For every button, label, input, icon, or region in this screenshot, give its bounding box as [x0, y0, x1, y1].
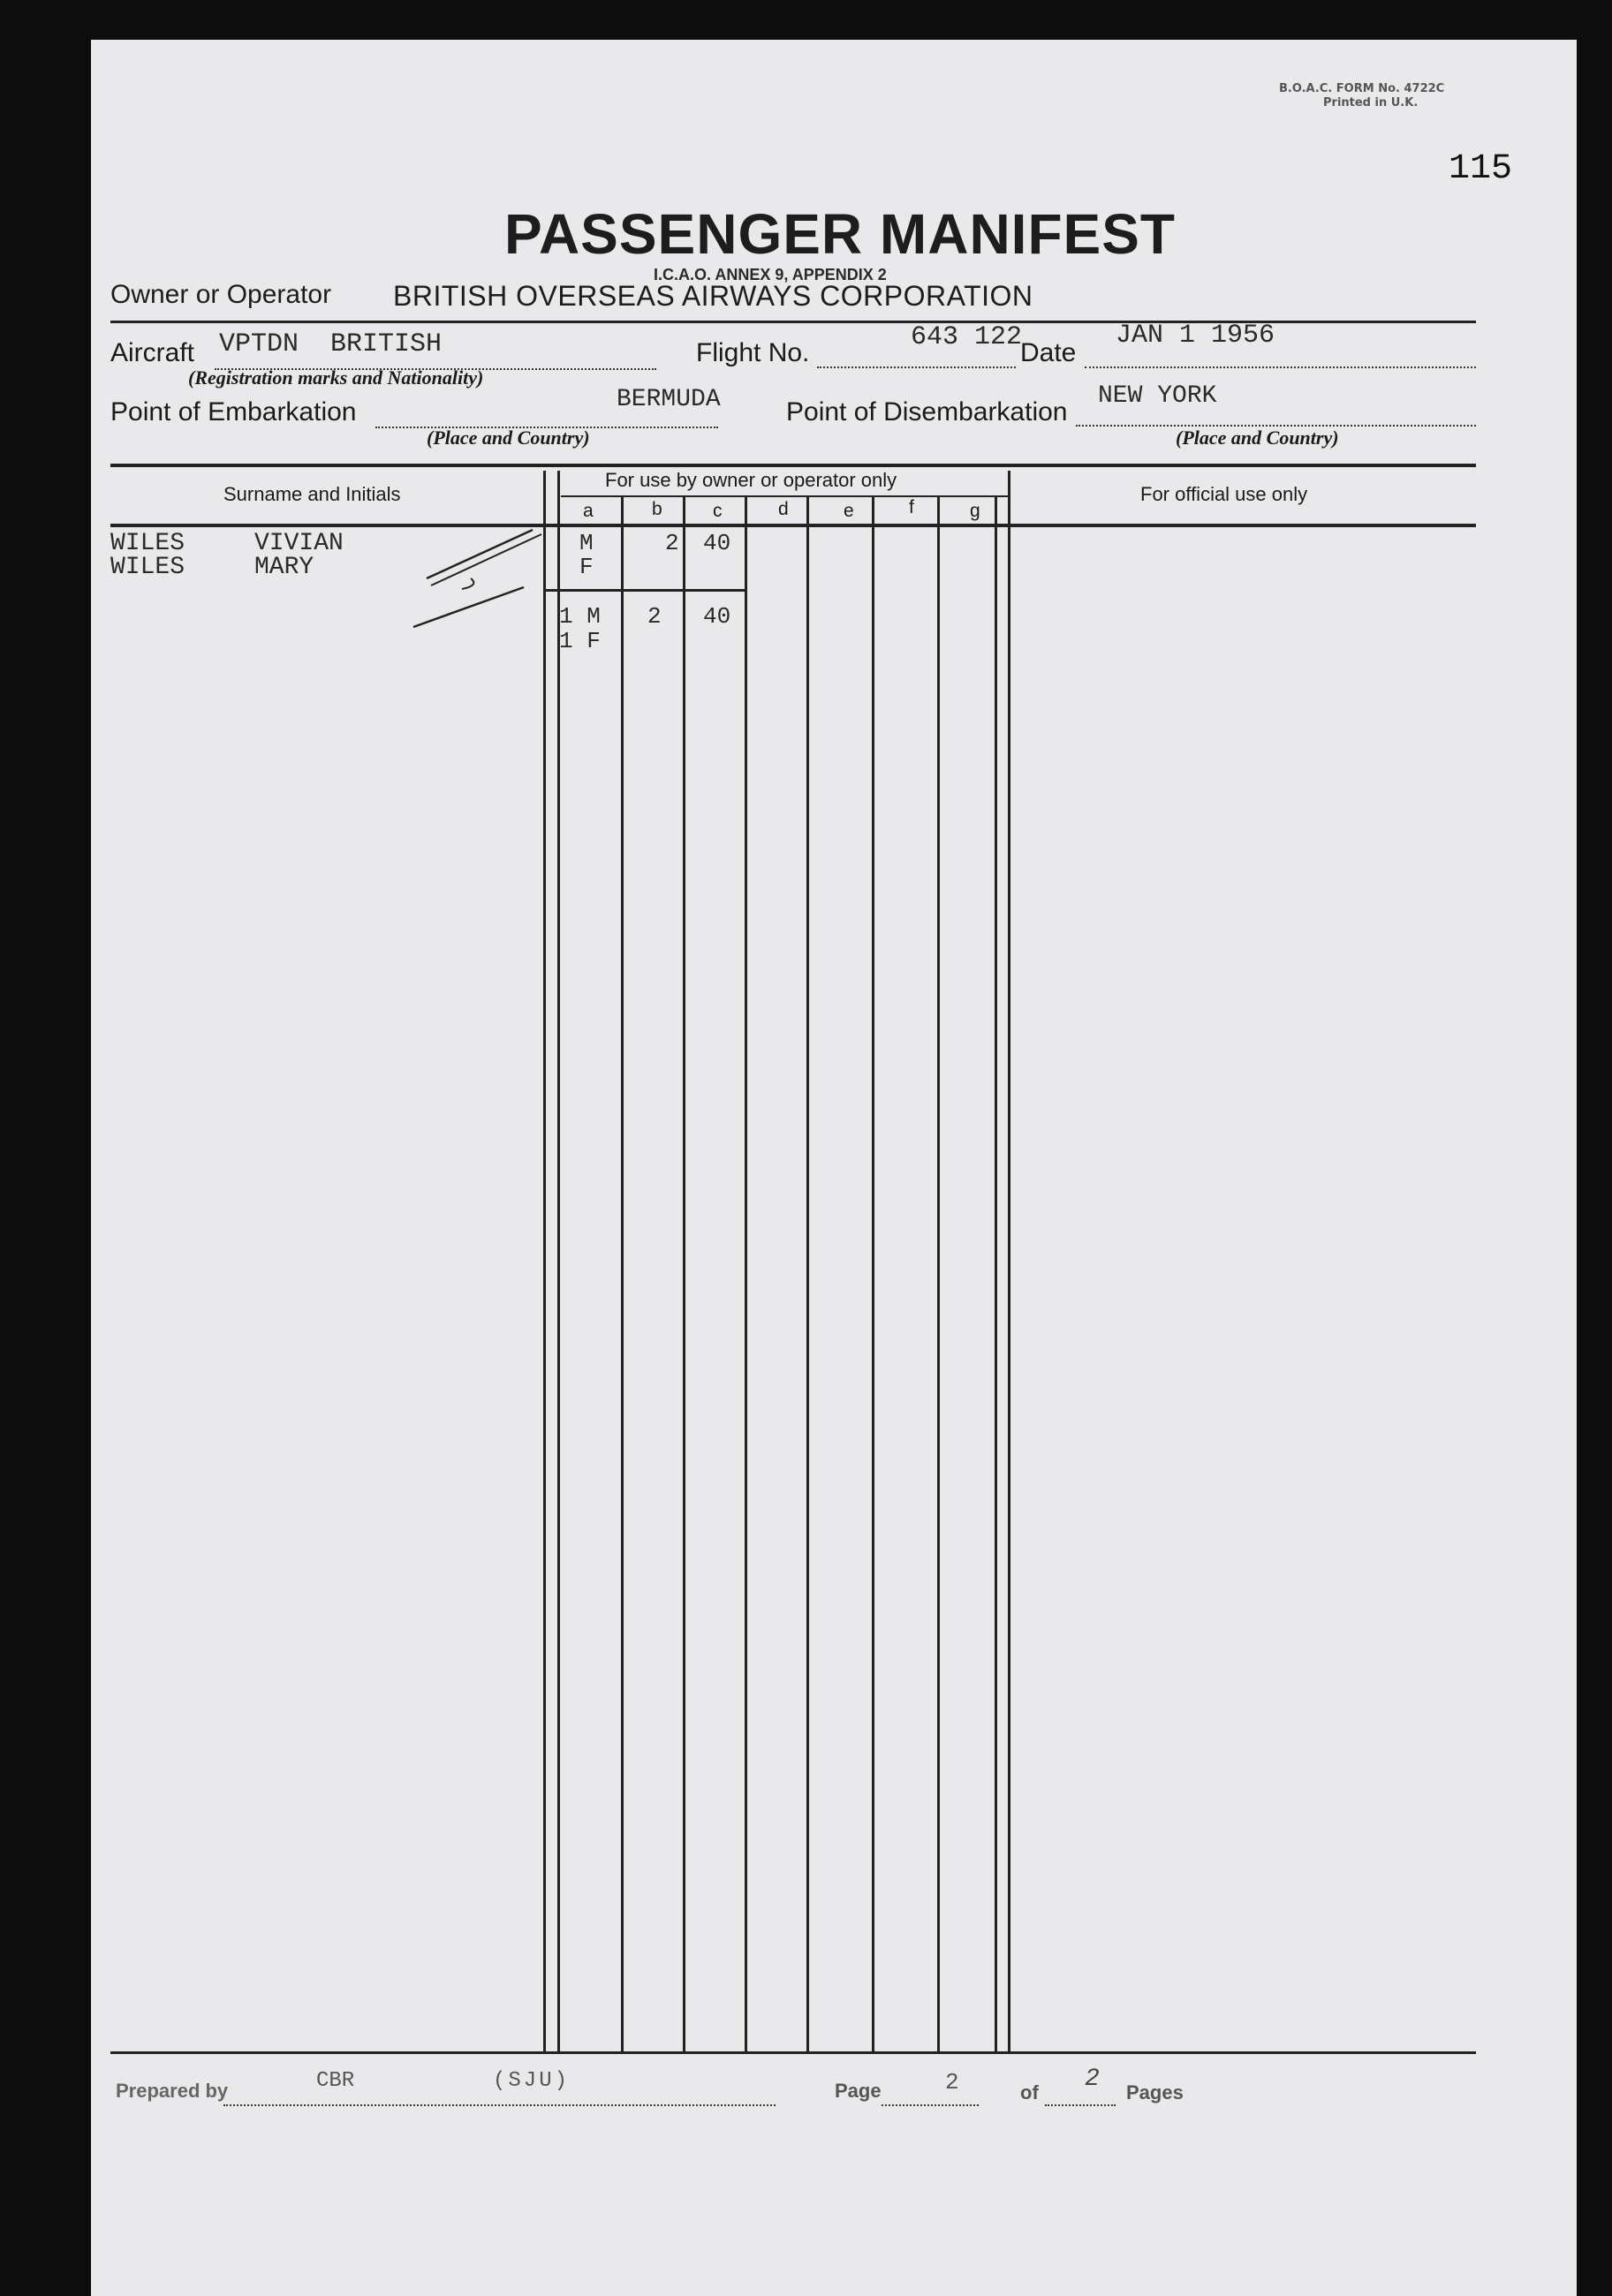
- col-header-c: c: [713, 501, 723, 521]
- aircraft-label: Aircraft: [110, 338, 195, 367]
- total-col-a: 1 M: [559, 603, 601, 630]
- official-header: For official use only: [1140, 483, 1308, 505]
- col-header-f: f: [909, 497, 914, 517]
- page-title: PASSENGER MANIFEST: [504, 202, 1176, 266]
- page-stamp-number: 115: [1449, 149, 1513, 189]
- passenger-surname: WILES: [110, 530, 185, 557]
- aircraft-value: VPTDN BRITISH: [219, 329, 443, 359]
- flight-label: Flight No.: [696, 338, 810, 367]
- flight-value: 643 122: [911, 322, 1023, 352]
- prepared-label: Prepared by: [116, 2080, 229, 2102]
- disembarkation-value: NEW YORK: [1098, 382, 1217, 410]
- embarkation-label: Point of Embarkation: [110, 397, 357, 427]
- col-header-b: b: [652, 499, 662, 519]
- disembarkation-sublabel: (Place and Country): [1176, 427, 1339, 449]
- page-label: Page: [835, 2080, 882, 2102]
- col-header-a: a: [583, 501, 594, 521]
- of-label: of: [1020, 2081, 1039, 2103]
- pages-label: Pages: [1126, 2081, 1184, 2103]
- passenger-col-a: M: [579, 530, 594, 556]
- form-number: B.O.A.C. FORM No. 4722C: [1279, 82, 1445, 95]
- manifest-sheet: [91, 40, 1577, 2296]
- passenger-col-a: F: [579, 554, 594, 580]
- passenger-col-c: 40: [703, 530, 731, 556]
- aircraft-sublabel: (Registration marks and Nationality): [188, 366, 484, 389]
- tick-marks: [409, 481, 639, 640]
- operator-header: For use by owner or operator only: [605, 469, 897, 491]
- total-col-c: 40: [703, 603, 731, 630]
- disembarkation-label: Point of Disembarkation: [786, 397, 1068, 427]
- owner-label: Owner or Operator: [110, 280, 332, 309]
- col-header-d: d: [778, 499, 789, 519]
- passenger-given: MARY: [254, 554, 314, 581]
- owner-value: BRITISH OVERSEAS AIRWAYS CORPORATION: [393, 280, 1033, 312]
- embarkation-sublabel: (Place and Country): [427, 427, 590, 449]
- prepared-code: (SJU): [493, 2069, 571, 2093]
- passenger-surname: WILES: [110, 554, 185, 581]
- page-subtitle: I.C.A.O. ANNEX 9, APPENDIX 2: [654, 266, 887, 283]
- total-col-a: 1 F: [559, 628, 601, 654]
- passenger-col-b: 2: [665, 530, 679, 556]
- total-col-b: 2: [647, 603, 662, 630]
- date-value: JAN 1 1956: [1116, 321, 1275, 351]
- passenger-given: VIVIAN: [254, 530, 344, 557]
- printed-in: Printed in U.K.: [1323, 96, 1419, 110]
- prepared-value: CBR: [316, 2069, 355, 2093]
- of-value: 2: [1085, 2066, 1100, 2093]
- col-header-g: g: [970, 501, 980, 521]
- surname-header: Surname and Initials: [223, 483, 401, 505]
- embarkation-value: BERMUDA: [617, 386, 721, 413]
- col-header-e: e: [844, 501, 854, 521]
- page-value: 2: [945, 2069, 959, 2096]
- date-label: Date: [1020, 338, 1077, 367]
